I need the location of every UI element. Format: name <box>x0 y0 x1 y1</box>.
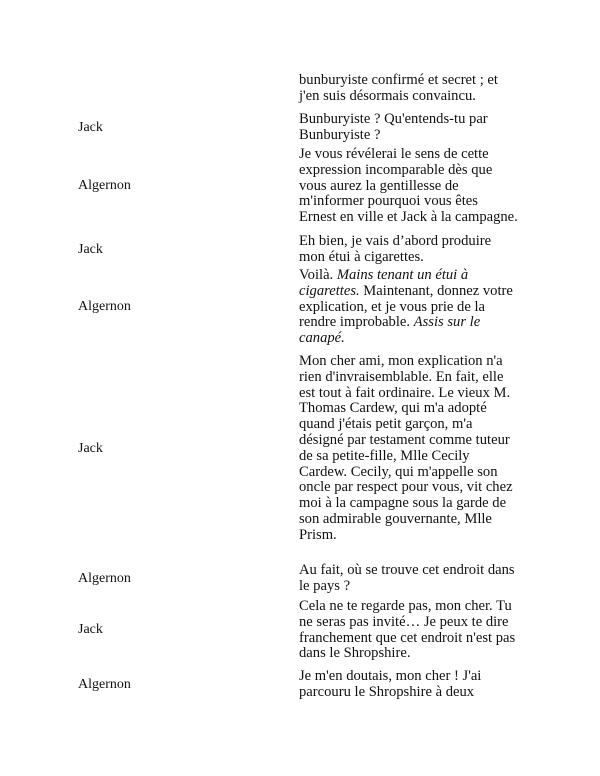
speech-segment: Au fait, où se trouve cet endroit dans <box>299 562 515 578</box>
speech-line <box>299 179 529 195</box>
dialogue-row <box>0 563 600 595</box>
speech-segment: son admirable gouvernante, Mlle <box>299 510 492 527</box>
speech-line <box>299 268 529 284</box>
speech-segment: m'informer pourquoi vous êtes <box>299 193 478 210</box>
speech-line <box>299 147 529 163</box>
speech-line <box>299 449 529 465</box>
speaker-name: Algernon <box>78 570 131 586</box>
speech-line <box>299 354 529 370</box>
speech-line <box>299 89 529 105</box>
dialogue-row <box>0 599 600 662</box>
speech-line <box>299 599 529 615</box>
speech-segment: parcouru le Shropshire à deux <box>299 683 475 700</box>
speech-line <box>299 465 529 481</box>
dialogue-row <box>0 669 600 701</box>
speech-segment: dans le Shropshire. <box>299 645 411 662</box>
speaker-name: Algernon <box>78 676 131 692</box>
speech-segment: Bunburyiste ? <box>299 126 381 143</box>
speech-segment: de sa petite-fille, Mlle Cecily <box>299 447 470 464</box>
speech-line <box>299 496 529 512</box>
speech-line <box>299 669 529 685</box>
speech-line <box>299 210 529 226</box>
speech-line <box>299 615 529 631</box>
speech-segment: Thomas Cardew, qui m'a adopté <box>299 400 487 417</box>
speech-line <box>299 433 529 449</box>
dialogue-row <box>0 354 600 544</box>
speech-segment: Cardew. Cecily, qui m'appelle son <box>299 463 498 480</box>
speech-text <box>299 268 529 347</box>
speech-line <box>299 112 529 128</box>
speech-line <box>299 631 529 647</box>
speech-line <box>299 480 529 496</box>
speech-line <box>299 300 529 316</box>
speech-segment: Cela ne te regarde pas, mon cher. Tu <box>299 598 512 614</box>
speech-segment: est tout à fait ordinaire. Le vieux M. <box>299 384 511 401</box>
speech-text <box>299 563 529 595</box>
speech-line <box>299 128 529 144</box>
speech-segment: Maintenant, donnez votre <box>359 282 513 299</box>
speech-segment: expression incomparable dès que <box>299 161 493 178</box>
speaker-name: Algernon <box>78 299 131 315</box>
speaker-name: Jack <box>78 241 103 257</box>
speech-line <box>299 646 529 662</box>
speech-segment: Ernest en ville et Jack à la campagne. <box>299 209 518 226</box>
speech-line <box>299 370 529 386</box>
speech-segment: Prism. <box>299 526 337 543</box>
speech-segment: franchement que cet endroit n'est pas <box>299 629 516 646</box>
speech-segment: désigné par testament comme tuteur <box>299 431 510 448</box>
speech-line <box>299 73 529 89</box>
speech-line <box>299 331 529 347</box>
speech-segment: oncle par respect pour vous, vit chez <box>299 479 513 496</box>
speech-segment: Je m'en doutais, mon cher ! J'ai <box>299 668 482 684</box>
speech-segment: Bunburyiste ? Qu'entends-tu par <box>299 111 488 127</box>
speech-text <box>299 112 529 144</box>
speech-line <box>299 528 529 544</box>
speaker-name: Jack <box>78 440 103 456</box>
dialogue-row <box>0 147 600 226</box>
speaker-name: Jack <box>78 622 103 638</box>
speech-segment: rien d'invraisemblable. En fait, elle <box>299 368 504 385</box>
stage-direction: Assis sur le <box>413 314 481 331</box>
speech-segment: quand j'étais petit garçon, m'a <box>299 416 473 433</box>
speech-text <box>299 234 529 266</box>
speech-segment: ne seras pas invité… Je peux te dire <box>299 613 509 630</box>
dialogue-row <box>0 112 600 144</box>
speech-segment: bunburyiste confirmé et secret ; et <box>299 72 498 88</box>
stage-direction: Mains tenant un étui à <box>336 267 469 283</box>
dialogue-row <box>0 73 600 105</box>
speech-segment: Eh bien, je vais d’abord produire <box>299 233 492 249</box>
stage-direction: canapé. <box>299 330 345 347</box>
speech-text <box>299 599 529 662</box>
speech-line <box>299 417 529 433</box>
speech-segment: le pays ? <box>299 577 351 594</box>
speech-line <box>299 401 529 417</box>
speech-line <box>299 685 529 701</box>
speech-segment: Je vous révélerai le sens de cette <box>299 146 489 162</box>
speaker-name: Algernon <box>78 178 131 194</box>
speech-line <box>299 163 529 179</box>
speech-segment: rendre improbable. <box>299 314 414 331</box>
speech-segment: explication, et je vous prie de la <box>299 298 486 315</box>
speech-segment: j'en suis désormais convaincu. <box>299 87 476 104</box>
dialogue-row <box>0 234 600 266</box>
speech-text <box>299 147 529 226</box>
speech-line <box>299 315 529 331</box>
speaker-name: Jack <box>78 119 103 135</box>
speech-text <box>299 73 529 105</box>
speech-line <box>299 194 529 210</box>
speech-text <box>299 669 529 701</box>
stage-direction: cigarettes. <box>299 282 360 299</box>
speech-line <box>299 579 529 595</box>
speech-segment: vous aurez la gentillesse de <box>299 177 459 194</box>
speech-line <box>299 512 529 528</box>
speech-text <box>299 354 529 544</box>
speech-line <box>299 234 529 250</box>
speech-line <box>299 563 529 579</box>
speech-segment: Voilà. <box>299 267 337 283</box>
speech-segment: mon étui à cigarettes. <box>299 248 424 265</box>
speech-line <box>299 284 529 300</box>
speech-segment: Mon cher ami, mon explication n'a <box>299 353 503 369</box>
speech-segment: moi à la campagne sous la garde de <box>299 495 507 512</box>
dialogue-row <box>0 268 600 347</box>
speech-line <box>299 386 529 402</box>
speech-line <box>299 250 529 266</box>
